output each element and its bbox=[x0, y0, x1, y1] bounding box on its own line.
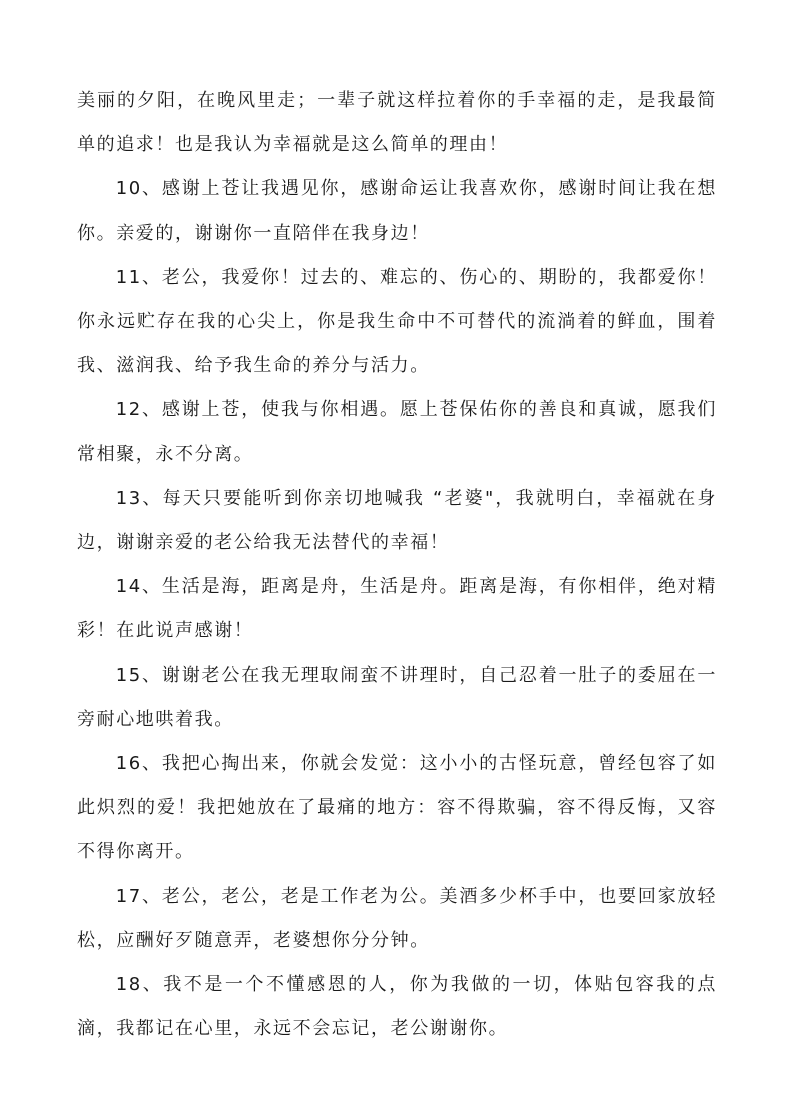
paragraph-14: 14、生活是海，距离是舟，生活是舟。距离是海，有你相伴，绝对精彩！在此说声感谢！ bbox=[77, 576, 717, 642]
paragraph-15: 15、谢谢老公在我无理取闹蛮不讲理时，自己忍着一肚子的委屈在一旁耐心地哄着我。 bbox=[77, 664, 717, 730]
paragraph-11: 11、老公，我爱你！过去的、难忘的、伤心的、期盼的，我都爱你！你永远贮存在我的心尖上，你是我生命中不可替代的流淌着的鲜血，围着我、滋润我、给予我生命的养分与活力。 bbox=[77, 266, 717, 377]
paragraph-13: 13、每天只要能听到你亲切地喊我 “老婆"，我就明白，幸福就在身边，谢谢亲爱的老公给我无法替代的幸福！ bbox=[77, 487, 717, 554]
paragraph-continuation: 美丽的夕阳，在晚风里走；一辈子就这样拉着你的手幸福的走，是我最简单的追求！也是我认为幸福就是这么简单的理由！ bbox=[77, 90, 717, 156]
paragraph-17: 17、老公，老公，老是工作老为公。美酒多少杯手中，也要回家放轻松，应酬好歹随意弄，老婆想你分分钟。 bbox=[77, 885, 717, 951]
paragraph-10: 10、感谢上苍让我遇见你，感谢命运让我喜欢你，感谢时间让我在想你。亲爱的，谢谢你一直陪伴在我身边！ bbox=[77, 178, 717, 244]
paragraph-18: 18、我不是一个不懂感恩的人，你为我做的一切，体贴包容我的点滴，我都记在心里，永远不会忘记，老公谢谢你。 bbox=[77, 974, 717, 1040]
body-text bbox=[77, 79, 717, 1051]
paragraph-12: 12、感谢上苍，使我与你相遇。愿上苍保佑你的善良和真诚，愿我们常相聚，永不分离。 bbox=[77, 399, 717, 465]
paragraph-16: 16、我把心掏出来，你就会发觉：这小小的古怪玩意，曾经包容了如此炽烈的爱！我把她放在了最痛的地方：容不得欺骗，容不得反悔，又容不得你离开。 bbox=[77, 753, 717, 863]
